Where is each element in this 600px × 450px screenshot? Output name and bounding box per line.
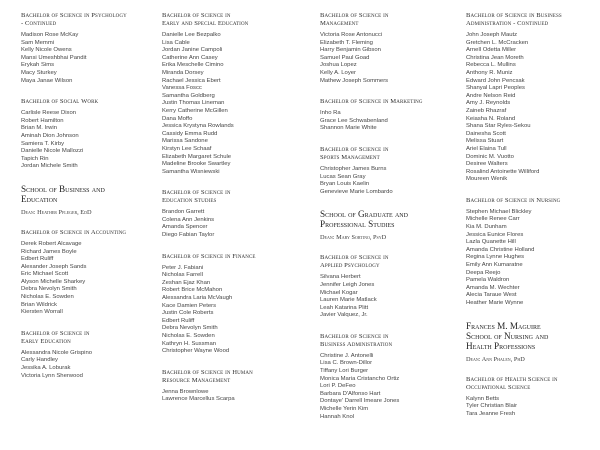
- graduate-list: [466, 32, 598, 184]
- degree-section: [162, 12, 294, 176]
- degree-section: [320, 12, 452, 85]
- graduate-name: Marissa Sandone: [162, 138, 208, 145]
- graduate-name: Kiersten Worrall: [21, 309, 63, 316]
- graduate-name: Tapich Rin: [21, 155, 49, 162]
- graduate-name: Dana Moffo: [162, 115, 193, 122]
- graduate-name: Robert Brice McMahon: [162, 287, 223, 294]
- graduate-list: [162, 389, 294, 404]
- graduate-name: Alessandra Laria McVaugh: [162, 295, 233, 302]
- graduate-name: Danielle Nicole Mallozzi: [21, 148, 84, 155]
- degree-heading-line: Business Administration: [320, 340, 393, 348]
- graduate-name: Samantha Goldberg: [162, 92, 215, 99]
- graduate-name: Maya Janae Wilson: [21, 77, 73, 84]
- graduate-name: Pamela Waldron: [466, 277, 510, 284]
- degree-heading-line: Resource Management: [162, 376, 231, 384]
- graduate-name: Jenna Brownlowe: [162, 388, 209, 395]
- degree-heading: [21, 229, 153, 237]
- graduate-name: Lauren Marie Matlack: [320, 297, 377, 304]
- graduate-name: Victoria Rose Antonucci: [320, 32, 383, 38]
- degree-heading-line: Bachelor of Science in: [320, 145, 389, 153]
- graduate-name: Leah Katarina Plitt: [320, 304, 369, 311]
- school-title: [466, 321, 598, 351]
- graduate-name: Emily Ann Kumaratne: [466, 262, 523, 269]
- graduate-name: Ariel Elaina Tull: [466, 145, 507, 152]
- degree-heading: [162, 189, 294, 205]
- graduate-name: Heather Marie Wynne: [466, 300, 524, 306]
- graduate-name: Jordan Michele Smith: [21, 163, 78, 170]
- graduate-name: Rosalind Antoinette Williford: [466, 168, 540, 175]
- graduate-list: [466, 209, 598, 308]
- graduate-name: Eric Michael Scott: [21, 271, 69, 278]
- graduate-name: Mathew Joseph Sommers: [320, 77, 389, 84]
- degree-heading: [162, 12, 294, 28]
- graduate-name: Macy Sturkey: [21, 69, 57, 76]
- degree-section: [320, 98, 452, 133]
- graduate-list: [320, 353, 452, 421]
- degree-heading-line: Bachelor of Science in: [162, 189, 231, 197]
- graduate-name: Jennifer Leigh Jones: [320, 281, 375, 288]
- graduate-name: John Joseph Mautz: [466, 32, 518, 38]
- graduate-name: Christopher James Burns: [320, 165, 387, 172]
- graduate-name: Regina Lynne Hughes: [466, 254, 525, 261]
- degree-heading: [21, 330, 153, 346]
- graduate-name: Keiasha N. Roland: [466, 115, 516, 122]
- graduate-list: [320, 274, 452, 320]
- degree-section: [162, 253, 294, 356]
- graduate-list: [162, 209, 294, 239]
- graduate-name: Diego Fabian Taylor: [162, 232, 215, 239]
- graduate-name: Madison Rose McKay: [21, 32, 79, 38]
- graduate-name: Danielle Lee Bezpalko: [162, 32, 221, 38]
- graduate-name: Catherine Ann Casey: [162, 54, 218, 61]
- graduate-name: Rebecca L. Mullins: [466, 62, 516, 69]
- degree-section: [21, 98, 153, 171]
- graduate-name: Alecia Taraue West: [466, 292, 517, 299]
- graduate-name: Kelly Nicole Owens: [21, 47, 72, 54]
- degree-heading: [466, 12, 598, 28]
- degree-heading-line: Bachelor of Science in Human: [162, 368, 253, 376]
- graduate-list: [466, 396, 598, 419]
- degree-section: [21, 229, 153, 317]
- graduate-list: [21, 32, 153, 85]
- graduate-name: Erika Meschelle Cimino: [162, 62, 224, 69]
- graduate-name: Alessandra Nicole Grispino: [21, 349, 93, 356]
- graduate-name: Nicholas E. Sowden: [162, 333, 215, 339]
- degree-section: [466, 12, 598, 184]
- graduate-name: Lucas Sean Gray: [320, 173, 366, 180]
- degree-heading: [21, 12, 153, 28]
- degree-heading: [162, 253, 294, 261]
- graduate-name: Michelle Renee Carr: [466, 216, 520, 223]
- graduate-name: Tiffany Lori Burger: [320, 368, 369, 375]
- graduate-name: Monica Maria Cristancho Ortiz: [320, 375, 400, 382]
- graduate-name: Lisa Cable: [162, 39, 190, 46]
- degree-heading-line: Bachelor of Science in Finance: [162, 252, 256, 260]
- graduate-name: Madeline Brooke Swartley: [162, 161, 231, 168]
- graduate-name: Christopher Wayne Wood: [162, 348, 230, 355]
- graduate-name: Genevieve Marie Lombardo: [320, 188, 393, 195]
- graduate-name: Gretchen L. McCracken: [466, 39, 529, 46]
- graduate-name: Arnell Odetta Miller: [466, 47, 517, 54]
- graduate-name: Shanyal Lapri Peoples: [466, 85, 525, 92]
- graduate-name: Javier Valquez, Jr.: [320, 312, 368, 319]
- graduate-name: Vanessa Foscc: [162, 85, 202, 92]
- dean-name: Dean: Heather Pfleger, EdD: [21, 208, 92, 216]
- dean-name: Dean: Ann Phalen, PhD: [466, 355, 525, 363]
- school-title: [21, 184, 153, 204]
- degree-heading: [162, 369, 294, 385]
- graduate-name: Justin Cole Roberts: [162, 310, 214, 317]
- graduate-name: Inho Ra: [320, 110, 341, 117]
- school-section: [21, 184, 153, 217]
- graduate-name: Jessica Krystyna Rowlands: [162, 123, 234, 130]
- degree-section: [320, 333, 452, 421]
- graduate-name: Samiera T. Kirby: [21, 140, 65, 147]
- graduate-name: Harry Benjamin Gibson: [320, 47, 381, 54]
- graduate-name: Michael Kogar: [320, 289, 358, 296]
- graduate-list: [21, 350, 153, 380]
- graduate-name: Christina Jean Moreth: [466, 54, 524, 61]
- graduate-name: Lawrence Marcellus Scarpa: [162, 396, 235, 403]
- graduate-name: Amanda Spencer: [162, 224, 208, 231]
- graduate-name: Kirstyn Lee Schaaf: [162, 145, 212, 152]
- degree-section: [162, 369, 294, 404]
- graduate-name: Brian M. Irwin: [21, 125, 58, 132]
- graduate-name: Joshua Lopez: [320, 62, 357, 69]
- graduate-name: Miranda Dorsey: [162, 69, 204, 76]
- degree-heading-line: Bachelor of Science in Marketing: [320, 98, 423, 106]
- graduate-name: Deepa Reejo: [466, 269, 501, 276]
- degree-heading: [320, 98, 452, 106]
- graduate-name: Brandon Garrett: [162, 209, 205, 216]
- graduate-name: Amanda M. Wechter: [466, 284, 520, 291]
- graduate-name: Richard James Boyle: [21, 248, 77, 255]
- graduate-name: Kelly A. Loyer: [320, 69, 357, 76]
- graduate-name: Erykah Sims: [21, 62, 55, 69]
- degree-section: [21, 330, 153, 380]
- degree-heading-line: Sports Management: [320, 153, 380, 161]
- graduate-name: Colena Ann Jenkins: [162, 216, 215, 223]
- graduate-list: [21, 110, 153, 171]
- graduate-name: Nicholas Farrell: [162, 272, 203, 279]
- graduate-name: Kerry Catherine McGillen: [162, 107, 228, 114]
- school-title-line: Health Professions: [466, 340, 536, 351]
- graduate-name: Amy J. Reynolds: [466, 100, 511, 107]
- graduate-name: Kathryn H. Sussman: [162, 340, 217, 347]
- degree-heading-line: Management: [320, 20, 359, 27]
- degree-section: [466, 376, 598, 419]
- graduate-list: [320, 166, 452, 196]
- degree-heading-line: Bachelor of Social Work: [21, 98, 99, 106]
- graduate-name: Michelle Yerin Kim: [320, 406, 369, 413]
- graduate-list: [320, 110, 452, 133]
- degree-heading-line: Bachelor of Science in Business: [466, 12, 562, 19]
- school-section: [320, 209, 452, 242]
- graduate-name: Elizabeth T. Fleming: [320, 39, 373, 46]
- degree-section: [320, 146, 452, 196]
- degree-heading-line: Occupational Science: [466, 383, 531, 391]
- graduate-name: Tara Jeanne Fresh: [466, 410, 516, 417]
- dean-name: Dean: Mary Sortino, PsyD: [320, 234, 387, 242]
- graduate-name: Debra Nevolyn Smith: [162, 325, 218, 332]
- graduate-name: Sam Memmi: [21, 39, 55, 46]
- graduate-list: [21, 241, 153, 317]
- graduate-name: Carly Handley: [21, 357, 58, 364]
- school-title-line: Education: [21, 193, 58, 204]
- graduate-name: Desiree Walters: [466, 161, 508, 168]
- graduate-name: Rachael Jessica Ebert: [162, 77, 221, 84]
- graduate-name: Tyler Christian Blair: [466, 403, 518, 410]
- degree-heading: [320, 12, 452, 28]
- graduate-name: Dontaye' Darrell Imeare Jones: [320, 398, 400, 405]
- graduate-name: Christine J. Antonelli: [320, 352, 374, 359]
- graduate-name: Dainesha Scott: [466, 130, 506, 137]
- degree-heading-line: Bachelor of Health Science in: [466, 375, 558, 383]
- graduate-name: Bryan Louis Kaelin: [320, 181, 370, 188]
- degree-heading-line: Bachelor of Science in: [320, 332, 389, 340]
- graduate-name: Jessica Eunice Flores: [466, 231, 524, 238]
- degree-heading-line: Bachelor of Science in: [21, 329, 90, 337]
- graduate-name: Aminah Dion Johnson: [21, 132, 79, 139]
- graduate-name: Cassidy Emma Rudd: [162, 130, 218, 137]
- degree-section: [21, 12, 153, 85]
- graduate-name: Edbert Ruliff: [21, 256, 54, 263]
- degree-heading: [21, 98, 153, 106]
- graduate-name: Barbara D'Alfonso Hart: [320, 390, 381, 397]
- degree-heading: [320, 254, 452, 270]
- school-title-line: School of Nursing and: [466, 330, 549, 341]
- graduate-list: [162, 265, 294, 356]
- graduate-name: Carlisle Reese Dixon: [21, 110, 77, 117]
- graduate-list: [162, 32, 294, 176]
- graduate-name: Alyson Michelle Sharkey: [21, 278, 86, 285]
- graduate-name: Shannon Marie White: [320, 125, 377, 132]
- graduate-name: Derek Robert Alcavage: [21, 240, 82, 247]
- degree-heading-line: Early and Special Education: [162, 20, 249, 27]
- graduate-name: Edward John Pencsak: [466, 77, 525, 84]
- graduate-name: Elizabeth Margaret Schule: [162, 153, 232, 160]
- degree-heading-line: Administration - Continued: [466, 20, 549, 27]
- school-title-line: Professional Studies: [320, 219, 395, 230]
- graduate-name: Lisa C. Brown-Dillor: [320, 360, 373, 367]
- degree-heading-line: Bachelor of Science in Nursing: [466, 196, 561, 204]
- graduate-name: Jessika A. Loburak: [21, 365, 71, 372]
- graduate-list: [320, 32, 452, 85]
- school-title: [320, 209, 452, 229]
- graduate-name: Lori P. DeFeo: [320, 383, 356, 390]
- graduate-name: Debra Nevolyn Smith: [21, 286, 77, 293]
- graduate-name: Samantha Wisniewski: [162, 168, 220, 175]
- school-title-line: Frances M. Maguire: [466, 320, 541, 331]
- column-2: [162, 12, 294, 417]
- graduate-name: Robert Hamilton: [21, 117, 64, 124]
- graduate-name: Melissa Stuart: [466, 138, 504, 145]
- graduate-name: Kace Damien Peters: [162, 302, 217, 309]
- graduate-name: Samuel Paul Goad: [320, 54, 370, 61]
- graduate-name: Jordan Janine Campoli: [162, 47, 223, 54]
- school-section: [466, 321, 598, 364]
- column-4: [466, 12, 598, 431]
- graduate-name: Brian Wildrick: [21, 301, 58, 308]
- graduate-name: Grace Lee Schwabenland: [320, 117, 388, 124]
- graduate-name: Alexander Joseph Sands: [21, 263, 87, 270]
- graduate-name: Moureen Wenik: [466, 176, 508, 183]
- graduate-name: Edbert Ruliff: [162, 317, 195, 324]
- degree-heading-line: Bachelor of Science in Accounting: [21, 228, 127, 236]
- column-1: [21, 12, 153, 393]
- degree-section: [320, 254, 452, 320]
- degree-heading-line: Early Education: [21, 337, 71, 345]
- graduate-name: Mansi Umeshbhai Pandit: [21, 54, 87, 61]
- degree-heading-line: - Continued: [21, 20, 57, 27]
- degree-heading: [320, 333, 452, 349]
- degree-heading: [320, 146, 452, 162]
- degree-heading: [466, 376, 598, 392]
- column-3: [320, 12, 452, 434]
- degree-heading-line: Applied Psychology: [320, 262, 380, 270]
- graduate-name: Kia M. Dunham: [466, 224, 507, 231]
- graduate-name: Peter J. Fabiani: [162, 264, 204, 271]
- graduate-name: Shana Star Ryles-Sekou: [466, 123, 531, 130]
- graduate-name: Silvana Herbert: [320, 274, 361, 281]
- graduate-name: Hannah Knol: [320, 413, 355, 420]
- school-title-line: School of Graduate and: [320, 209, 408, 220]
- degree-heading-line: Bachelor of Science in: [320, 12, 389, 19]
- graduate-name: Zaineb Rhazraf: [466, 107, 507, 114]
- graduate-name: Anthony R. Muniz: [466, 69, 513, 76]
- graduate-name: Victoria Lynn Sherwood: [21, 372, 83, 379]
- degree-heading-line: Education Studies: [162, 197, 217, 205]
- school-title-line: School of Business and: [21, 183, 105, 194]
- graduate-name: Lazla Quanette Hill: [466, 239, 516, 246]
- graduate-name: Nicholas E. Sowden: [21, 294, 74, 301]
- graduate-name: Dominic M. Vuotto: [466, 153, 514, 160]
- graduate-name: Zeshan Ejaz Khan: [162, 279, 211, 286]
- degree-heading-line: Bachelor of Science in Psychology: [21, 12, 127, 19]
- graduate-name: Justin Thomas Lineman: [162, 100, 225, 107]
- graduate-name: Amanda Christine Holland: [466, 246, 535, 253]
- graduate-name: Stephen Michael Blickley: [466, 208, 532, 215]
- degree-heading: [466, 197, 598, 205]
- graduate-name: Kalynn Betts: [466, 395, 500, 402]
- degree-section: [162, 189, 294, 239]
- degree-heading-line: Bachelor of Science in: [162, 12, 231, 19]
- degree-section: [466, 197, 598, 308]
- graduate-name: Andre Nelson Reid: [466, 92, 516, 99]
- degree-heading-line: Bachelor of Science in: [320, 254, 389, 262]
